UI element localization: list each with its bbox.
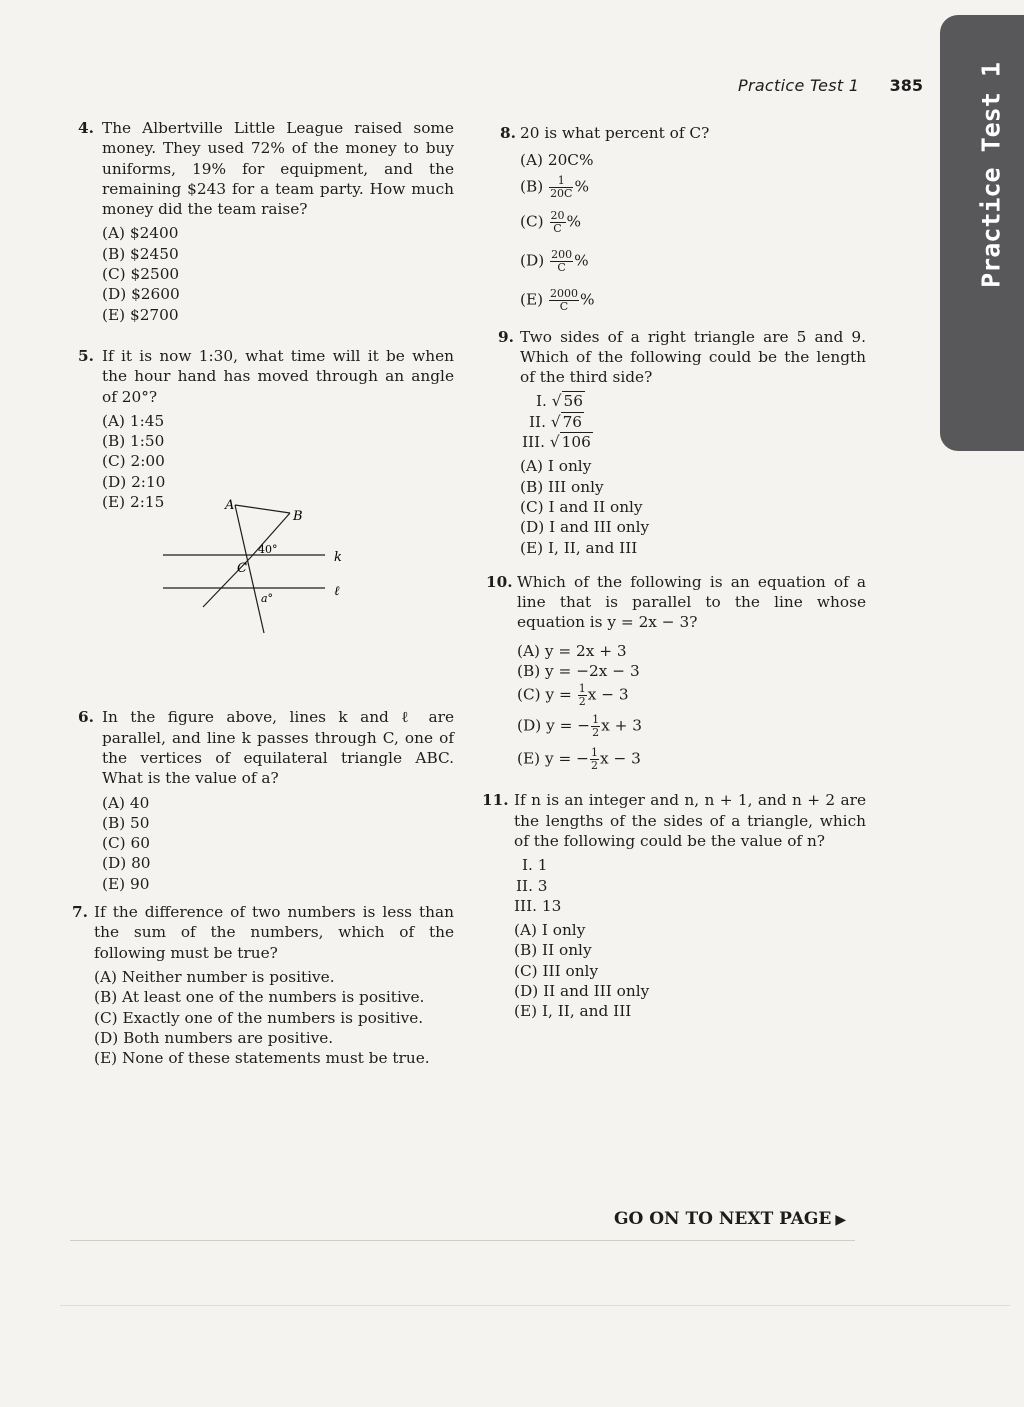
roman-option-3: III. 13 [514, 896, 562, 915]
bottom-rule [60, 1305, 1010, 1306]
choice-d: (D) I and III only [520, 518, 650, 537]
choice-c: (C) III only [514, 961, 599, 980]
parallel-lines-figure [155, 495, 360, 640]
question-5 [70, 346, 454, 512]
choice-d: (D) y = − $\frac{1}{2}$ x + 3 [517, 713, 642, 740]
answer-choices [520, 150, 866, 312]
choice-e: (E) 90 [102, 874, 150, 893]
question-10 [486, 572, 866, 772]
fraction: $\frac{20}{C}$ [550, 208, 565, 235]
running-header [738, 74, 923, 98]
roman-option-3: III. √ 106 [522, 433, 591, 452]
header-title: Practice Test 1 [738, 76, 860, 95]
question-number: 4. [78, 119, 94, 137]
answer-choices [517, 641, 866, 773]
choice-c: (C) Exactly one of the numbers is positive. [94, 1008, 424, 1027]
choice-b: (B) 1:50 [102, 432, 165, 451]
answer-choices [102, 793, 454, 894]
section-side-tab [940, 15, 1024, 451]
question-stem: If n is an integer and n, n + 1, and n + 2 are the lengths of the sides of a triangle, which of the following could be the value of n? [514, 791, 866, 850]
question-11 [482, 790, 866, 1021]
fraction: $\frac{1}{2}$ [590, 746, 598, 773]
fraction: $\frac{1}{2}$ [578, 682, 586, 709]
choice-a: (A) 40 [102, 793, 150, 812]
angle-40-label: 40° [258, 543, 278, 556]
answer-choices [520, 456, 866, 557]
question-4 [70, 118, 454, 325]
sqrt-106: √ 106 [549, 433, 591, 452]
choice-c: (C) $\frac{20}{C}$ % [520, 208, 582, 235]
choice-a: (A) 1:45 [102, 411, 165, 430]
choice-d: (D) 2:10 [102, 472, 166, 491]
fraction: $\frac{1}{2}$ [592, 713, 600, 740]
side-tab-label: Practice Test 1 [976, 62, 1006, 288]
choice-a: (A) 20C% [520, 151, 594, 170]
label-l: ℓ [334, 584, 340, 599]
choice-b: (B) $\frac{1}{20C}$ % [520, 173, 590, 200]
choice-e: (E) None of these statements must be true. [94, 1049, 430, 1068]
question-stem: In the figure above, lines k and ℓ are parallel, and line k passes through C, one of the vertices of equilateral triangle ABC. What is the value of a? [102, 708, 454, 788]
label-a: A [225, 498, 235, 513]
choice-a: (A) Neither number is positive. [94, 967, 335, 986]
choice-e: (E) $2700 [102, 305, 179, 324]
go-on-next-page [614, 1209, 846, 1229]
roman-option-2: II. 3 [516, 876, 548, 895]
choice-e: (E) I, II, and III [520, 538, 638, 557]
choice-d: (D) $2600 [102, 285, 180, 304]
question-7 [70, 902, 454, 1068]
question-stem: If the difference of two numbers is less than the sum of the numbers, which of the following must be true? [94, 903, 454, 962]
roman-option-1: I. √ 56 [536, 392, 583, 411]
choice-a: (A) y = 2x + 3 [517, 641, 627, 660]
answer-choices [514, 920, 866, 1021]
choice-a: (A) $2400 [102, 224, 179, 243]
choice-b: (B) y = −2x − 3 [517, 662, 640, 681]
question-number: 10. [486, 572, 513, 591]
choice-d: (D) II and III only [514, 982, 650, 1001]
question-stem: 20 is what percent of C? [520, 124, 710, 142]
question-8 [486, 123, 866, 313]
choice-a: (A) I only [520, 457, 592, 476]
choice-b: (B) II only [514, 941, 592, 960]
roman-options [522, 391, 866, 452]
fraction: $\frac{200}{C}$ [551, 247, 573, 274]
sqrt-56: √ 56 [551, 392, 583, 411]
label-k: k [334, 550, 342, 565]
choice-c: (C) 2:00 [102, 452, 165, 471]
go-on-label: GO ON TO NEXT PAGE [614, 1209, 832, 1229]
right-arrow-icon: ▶ [835, 1212, 847, 1228]
question-9 [486, 327, 866, 558]
fraction: $\frac{2000}{C}$ [549, 286, 578, 313]
choice-e: (E) y = − $\frac{1}{2}$ x − 3 [517, 746, 641, 773]
answer-choices [94, 967, 454, 1068]
choice-d: (D) $\frac{200}{C}$ % [520, 247, 589, 274]
footer-rule [70, 1240, 855, 1241]
question-6 [70, 707, 454, 894]
question-number: 11. [482, 791, 509, 810]
roman-options [514, 855, 866, 916]
choice-e: (E) $\frac{2000}{C}$ % [520, 286, 595, 313]
question-stem: The Albertville Little League raised some money. They used 72% of the money to buy uniforms, 19% for equipment, and the remaining $243 for a team party. How much money did the team raise? [102, 119, 454, 219]
question-number: 6. [78, 708, 94, 727]
choice-d: (D) Both numbers are positive. [94, 1028, 334, 1047]
angle-a-label: a° [261, 592, 274, 605]
choice-c: (C) y = $\frac{1}{2}$ x − 3 [517, 682, 629, 709]
choice-d: (D) 80 [102, 854, 151, 873]
question-stem: Which of the following is an equation of a line that is parallel to the line whose equation is y = 2x − 3? [517, 572, 866, 632]
choice-b: (B) At least one of the numbers is positive. [94, 988, 425, 1007]
choice-b: (B) 50 [102, 813, 150, 832]
choice-c: (C) 60 [102, 834, 150, 853]
question-stem: If it is now 1:30, what time will it be when the hour hand has moved through an angle of 20°? [102, 346, 454, 406]
question-stem: Two sides of a right triangle are 5 and 9. Which of the following could be the length of the third side? [520, 327, 866, 387]
choice-e: (E) 2:15 [102, 493, 165, 512]
label-b: B [293, 509, 303, 524]
question-number: 9. [498, 327, 514, 346]
right-column [482, 123, 866, 1022]
choice-b: (B) III only [520, 477, 604, 496]
question-number: 7. [72, 903, 88, 922]
side-ab [235, 505, 290, 513]
page-number: 385 [889, 76, 923, 95]
choice-a: (A) I only [514, 921, 586, 940]
choice-c: (C) $2500 [102, 265, 180, 284]
choice-b: (B) $2450 [102, 244, 179, 263]
question-number: 5. [78, 346, 94, 365]
roman-option-1: I. 1 [522, 856, 548, 875]
choice-c: (C) I and II only [520, 497, 643, 516]
label-c: C [237, 561, 247, 576]
fraction: $\frac{1}{20C}$ [550, 173, 573, 200]
choice-e: (E) I, II, and III [514, 1002, 632, 1021]
roman-option-2: II. √ 76 [529, 412, 583, 431]
answer-choices [102, 223, 454, 324]
question-number: 8. [500, 124, 516, 142]
sqrt-76: √ 76 [550, 412, 583, 431]
